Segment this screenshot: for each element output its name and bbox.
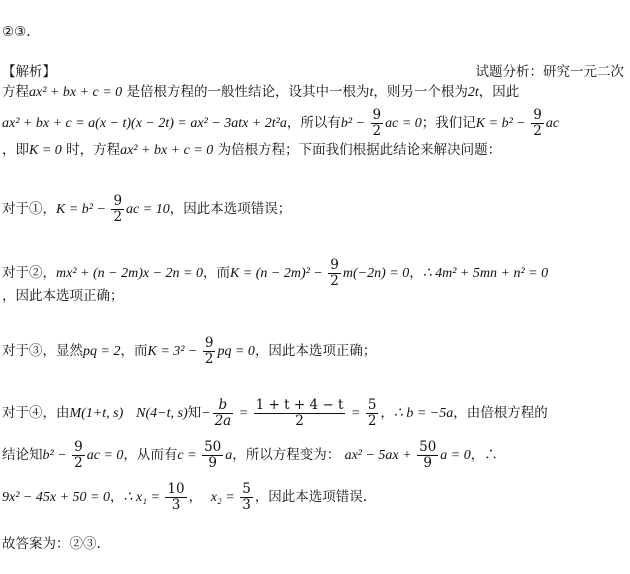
math: ∴ 4m² + 5mn + n² = 0	[422, 266, 549, 281]
math: ∴ x₁ =	[123, 490, 164, 505]
math: c =	[177, 448, 201, 463]
equation: mx² + (n − 2m)x − 2n = 0	[56, 266, 203, 281]
text: ，而	[120, 343, 148, 359]
case-4-line-2	[2, 440, 628, 471]
text: 结论知	[2, 447, 43, 463]
point-m: M(1+t, s)	[69, 406, 124, 421]
text: 对于①，	[2, 201, 56, 217]
math: ac = 10	[126, 202, 170, 217]
text: ；我们记	[421, 115, 476, 131]
analysis-header-line	[2, 62, 628, 82]
equation: 9x² − 45x + 50 = 0	[2, 490, 110, 505]
text: 为倍根方程；下面我们根据此结论来解决问题：	[213, 142, 502, 158]
text: ，由倍根方程的	[453, 405, 548, 421]
text: 对于③，显然	[2, 343, 83, 359]
explanation-line-4	[2, 140, 628, 161]
fraction: $\frac{50}{9}$	[419, 439, 437, 471]
math: m(−2n) = 0	[342, 266, 410, 281]
text: 知	[187, 405, 202, 421]
text: ，	[109, 489, 124, 505]
math: pq = 2	[83, 344, 121, 359]
case-4-line-3	[2, 482, 628, 513]
text: .	[96, 536, 101, 552]
text: ，因此本选项错误.	[254, 489, 368, 505]
math: ac = 0	[385, 116, 422, 131]
text: 对于②，	[2, 265, 56, 281]
text: 是倍根方程的一般性结论，设其中一根为	[122, 84, 370, 100]
explanation-line-2	[2, 82, 628, 103]
analysis-label: 试题分析：研究一元二次	[475, 64, 624, 80]
fraction: $\frac{50}{9}$	[204, 439, 222, 471]
final-answer-line	[2, 534, 628, 554]
math: K = b² −	[56, 202, 110, 217]
top-answer: ②③.	[2, 24, 31, 40]
fraction: $\frac{5}{3}$	[242, 481, 251, 513]
text: ，	[380, 405, 394, 421]
final-answer-value: ②③	[69, 536, 97, 552]
text: ，因此	[478, 84, 520, 100]
case-4-line-1	[2, 398, 628, 429]
math: a = 0	[440, 448, 471, 463]
fraction: $\frac{9}{2}$	[330, 257, 339, 289]
text: ，所以方程变为：	[232, 447, 341, 463]
fraction: $\frac{9}{2}$	[74, 439, 83, 471]
case-3	[2, 336, 628, 367]
math: x₂ =	[210, 490, 239, 505]
text: ，即	[2, 142, 29, 158]
variable-t: t	[369, 85, 374, 100]
fraction: $\frac{9}{2}$	[204, 335, 214, 367]
fraction: $\frac{9}{2}$	[113, 193, 123, 225]
math: ac = 0	[86, 448, 124, 463]
fraction: $\frac{1 + t + 4 - t}{2}$	[255, 397, 344, 429]
text: ，	[188, 489, 203, 505]
text: ，∴	[470, 447, 498, 463]
math: −	[201, 406, 211, 421]
text: ，则另一个根为	[373, 84, 468, 100]
math: K = b² −	[475, 116, 530, 131]
text: ，因此本选项正确；	[254, 343, 377, 359]
fraction: $\frac{5}{2}$	[367, 397, 377, 429]
fraction: $\frac{9}{2}$	[372, 107, 382, 139]
math: K = (n − 2m)² −	[229, 266, 327, 281]
point-n: N(4−t, s)	[136, 406, 188, 421]
math: b² −	[340, 116, 369, 131]
explanation-line-3	[2, 108, 628, 139]
case-2-conclusion	[2, 286, 628, 306]
fraction: $\frac{10}{3}$	[167, 481, 185, 513]
math: a	[225, 448, 233, 463]
fraction: $\frac{b}{2a}$	[214, 397, 232, 429]
case-1	[2, 194, 628, 225]
math: K = 0	[29, 143, 62, 158]
text: 对于④，由	[2, 405, 70, 421]
factor-equation: ax² + bx + c = a(x − t)(x − 2t) = ax² − 3atx + 2t²a	[2, 116, 287, 131]
text: ，	[409, 265, 423, 281]
case-2	[2, 258, 628, 289]
text: ，而	[202, 265, 230, 281]
math: ∴ b = −5a	[393, 406, 454, 421]
math: =	[235, 406, 252, 421]
equation: ax² + bx + c = 0	[120, 143, 214, 158]
equation: ax² − 5ax +	[344, 448, 416, 463]
text: ，因此本选项正确；	[2, 288, 124, 304]
equation: ax² + bx + c = 0	[29, 85, 123, 100]
math: ac	[545, 116, 560, 131]
jiexi-label: 【解析】	[2, 64, 56, 80]
top-answer-line	[2, 22, 628, 42]
math: =	[347, 406, 364, 421]
math: b² −	[42, 448, 71, 463]
text: ，因此本选项错误；	[169, 201, 292, 217]
fraction: $\frac{9}{2}$	[533, 107, 542, 139]
text: ，所以有	[286, 115, 341, 131]
text: 时，方程	[61, 142, 121, 158]
text: 方程	[2, 84, 29, 100]
math: pq = 0	[217, 344, 255, 359]
final-answer-label: 故答案为：	[2, 536, 70, 552]
text: ，从而有	[123, 447, 178, 463]
variable-2t: 2t	[467, 85, 479, 100]
math: K = 3² −	[147, 344, 201, 359]
